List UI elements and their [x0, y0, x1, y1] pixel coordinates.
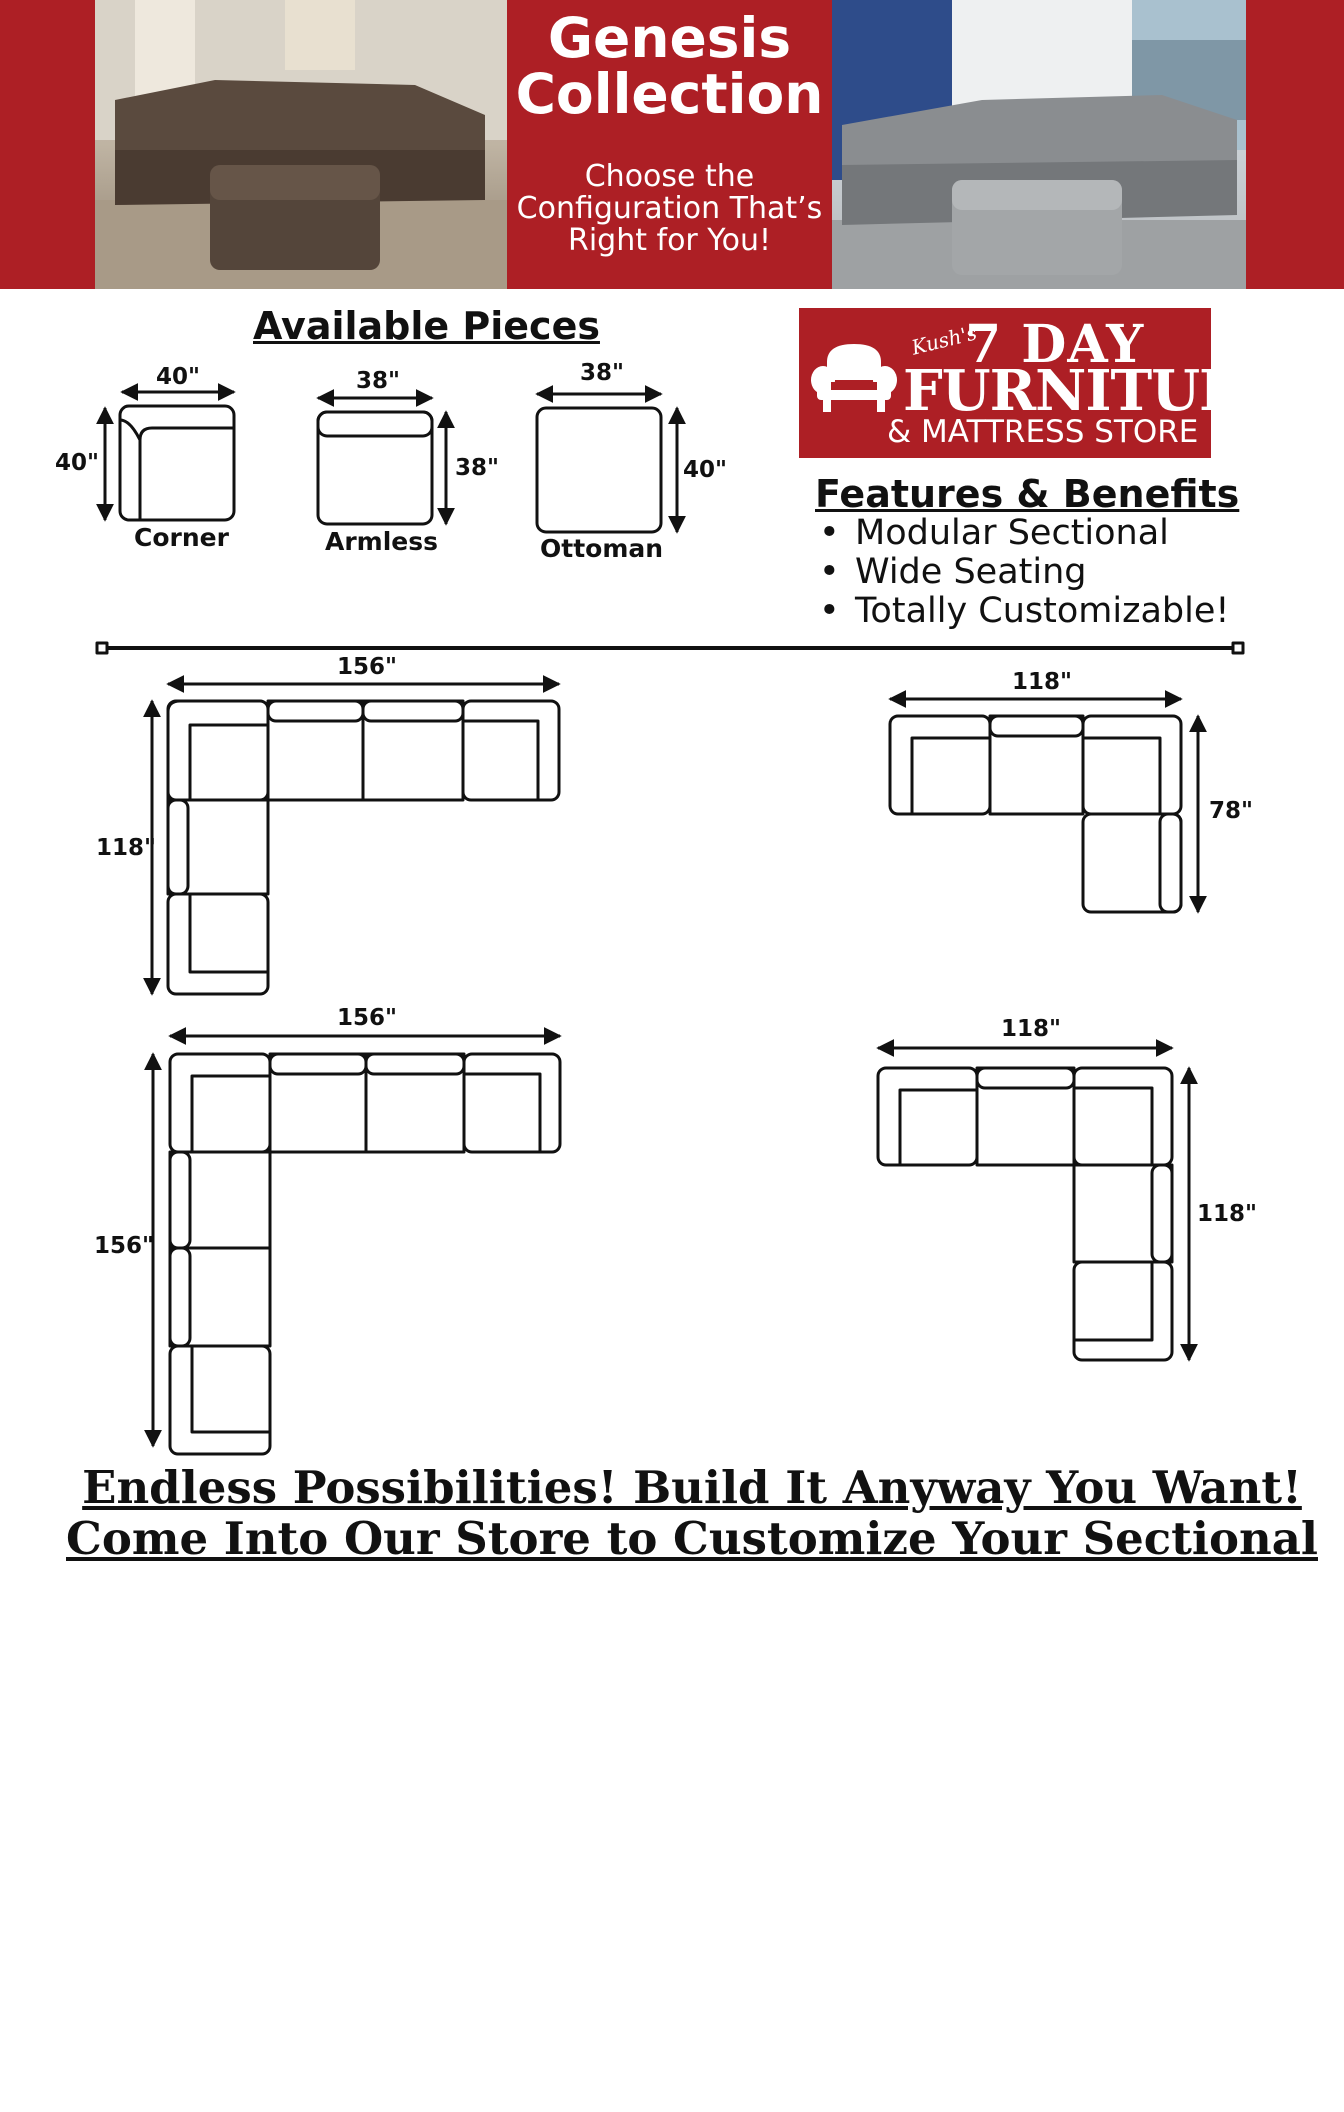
config4-width-label: 118"	[1001, 1016, 1061, 1042]
feature-item: • Wide Seating	[815, 553, 1229, 592]
corner-width-label: 40"	[156, 364, 200, 390]
config2-diagram	[890, 716, 1181, 912]
armless-width-label: 38"	[356, 368, 400, 394]
ottoman-depth-label: 40"	[683, 457, 727, 483]
features-heading: Features & Benefits	[815, 472, 1240, 516]
collection-subtitle: Choose the Configuration That’s Right for You!	[516, 159, 823, 258]
armless-piece-diagram	[318, 412, 432, 524]
config4-depth-label: 118"	[1197, 1201, 1257, 1227]
config1-diagram	[168, 701, 559, 994]
closing-message	[0, 1462, 1344, 1564]
config3-diagram	[170, 1054, 560, 1454]
closing-line-2: Come Into Our Store to Customize Your Sectional	[66, 1512, 1318, 1565]
config2-depth-label: 78"	[1209, 798, 1253, 824]
config4-diagram	[878, 1068, 1172, 1360]
corner-piece-name: Corner	[134, 523, 229, 552]
logo-mattress-store: & MATTRESS STORE	[887, 414, 1199, 450]
corner-depth-label: 40"	[55, 450, 99, 476]
ottoman-piece-name: Ottoman	[540, 534, 664, 563]
logo-seven-day: 7 DAY	[965, 314, 1145, 375]
config3-width-label: 156"	[337, 1005, 397, 1031]
closing-line-1: Endless Possibilities! Build It Anyway You Want!	[82, 1461, 1302, 1514]
available-pieces-heading: Available Pieces	[253, 304, 600, 348]
config1-width-label: 156"	[337, 654, 397, 680]
logo-kush: Kush's	[909, 320, 980, 360]
feature-item: • Modular Sectional	[815, 514, 1229, 553]
feature-item: • Totally Customizable!	[815, 592, 1229, 631]
config2-width-label: 118"	[1012, 669, 1072, 695]
collection-title: Genesis Collection	[515, 6, 824, 126]
logo-furniture: FURNITURE	[903, 358, 1287, 424]
ottoman-width-label: 38"	[580, 360, 624, 386]
config3-depth-label: 156"	[94, 1233, 154, 1259]
armless-piece-name: Armless	[325, 527, 439, 556]
ottoman-piece-diagram	[537, 408, 661, 532]
config1-depth-label: 118"	[96, 835, 156, 861]
corner-piece-diagram	[120, 406, 234, 520]
armless-depth-label: 38"	[455, 455, 499, 481]
